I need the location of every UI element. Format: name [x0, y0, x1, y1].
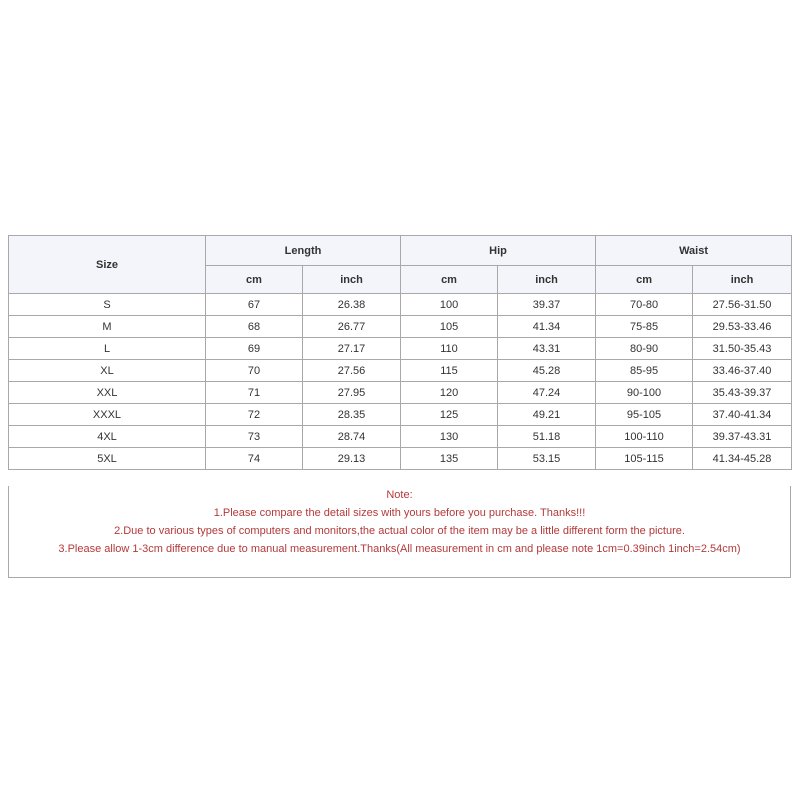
group-header-row — [9, 236, 792, 266]
length-inch-cell: 26.38 — [303, 294, 401, 316]
length-inch-cell: 27.95 — [303, 382, 401, 404]
hip-inch-header: inch — [498, 266, 596, 294]
length-inch-cell: 26.77 — [303, 316, 401, 338]
waist-cm-cell: 85-95 — [596, 360, 693, 382]
table-row — [9, 404, 792, 426]
waist-inch-cell: 33.46-37.40 — [693, 360, 792, 382]
note-line-2: 2.Due to various types of computers and monitors,the actual color of the item may be a little different form the picture. — [114, 525, 685, 537]
hip-inch-cell: 47.24 — [498, 382, 596, 404]
hip-cm-cell: 105 — [401, 316, 498, 338]
size-cell: L — [9, 338, 206, 360]
length-cm-cell: 74 — [206, 448, 303, 470]
hip-cm-cell: 130 — [401, 426, 498, 448]
hip-inch-cell: 53.15 — [498, 448, 596, 470]
length-inch-header: inch — [303, 266, 401, 294]
waist-inch-cell: 39.37-43.31 — [693, 426, 792, 448]
waist-cm-cell: 70-80 — [596, 294, 693, 316]
waist-header: Waist — [596, 236, 792, 266]
size-cell: XXXL — [9, 404, 206, 426]
waist-inch-cell: 37.40-41.34 — [693, 404, 792, 426]
size-header: Size — [9, 236, 206, 294]
length-cm-cell: 67 — [206, 294, 303, 316]
waist-cm-cell: 95-105 — [596, 404, 693, 426]
size-chart — [8, 235, 791, 578]
table-row — [9, 382, 792, 404]
length-cm-cell: 73 — [206, 426, 303, 448]
hip-header: Hip — [401, 236, 596, 266]
hip-cm-cell: 135 — [401, 448, 498, 470]
length-inch-cell: 29.13 — [303, 448, 401, 470]
waist-inch-cell: 31.50-35.43 — [693, 338, 792, 360]
hip-inch-cell: 41.34 — [498, 316, 596, 338]
hip-cm-cell: 110 — [401, 338, 498, 360]
size-cell: 4XL — [9, 426, 206, 448]
length-cm-cell: 70 — [206, 360, 303, 382]
waist-cm-cell: 80-90 — [596, 338, 693, 360]
hip-cm-cell: 100 — [401, 294, 498, 316]
waist-inch-header: inch — [693, 266, 792, 294]
hip-inch-cell: 51.18 — [498, 426, 596, 448]
table-row — [9, 448, 792, 470]
hip-cm-header: cm — [401, 266, 498, 294]
length-inch-cell: 27.17 — [303, 338, 401, 360]
waist-inch-cell: 35.43-39.37 — [693, 382, 792, 404]
length-cm-cell: 71 — [206, 382, 303, 404]
waist-cm-cell: 105-115 — [596, 448, 693, 470]
length-cm-cell: 68 — [206, 316, 303, 338]
waist-cm-cell: 75-85 — [596, 316, 693, 338]
size-cell: S — [9, 294, 206, 316]
note-title: Note: — [386, 489, 413, 501]
size-cell: 5XL — [9, 448, 206, 470]
hip-inch-cell: 49.21 — [498, 404, 596, 426]
length-inch-cell: 28.74 — [303, 426, 401, 448]
size-cell: XXL — [9, 382, 206, 404]
length-header: Length — [206, 236, 401, 266]
table-row — [9, 360, 792, 382]
length-cm-header: cm — [206, 266, 303, 294]
hip-cm-cell: 125 — [401, 404, 498, 426]
table-row — [9, 426, 792, 448]
size-cell: M — [9, 316, 206, 338]
table-row — [9, 294, 792, 316]
length-cm-cell: 69 — [206, 338, 303, 360]
length-inch-cell: 28.35 — [303, 404, 401, 426]
hip-cm-cell: 115 — [401, 360, 498, 382]
table-row — [9, 316, 792, 338]
waist-cm-header: cm — [596, 266, 693, 294]
size-cell: XL — [9, 360, 206, 382]
note-line-3: 3.Please allow 1-3cm difference due to manual measurement.Thanks(All measurement in cm and please note 1cm=0.39inch 1inch=2.54cm) — [58, 543, 741, 555]
table-row — [9, 338, 792, 360]
hip-inch-cell: 43.31 — [498, 338, 596, 360]
waist-inch-cell: 29.53-33.46 — [693, 316, 792, 338]
waist-cm-cell: 90-100 — [596, 382, 693, 404]
waist-inch-cell: 41.34-45.28 — [693, 448, 792, 470]
waist-inch-cell: 27.56-31.50 — [693, 294, 792, 316]
size-table — [8, 235, 792, 470]
hip-inch-cell: 39.37 — [498, 294, 596, 316]
hip-cm-cell: 120 — [401, 382, 498, 404]
waist-cm-cell: 100-110 — [596, 426, 693, 448]
note-line-1: 1.Please compare the detail sizes with yours before you purchase. Thanks!!! — [213, 507, 586, 519]
length-cm-cell: 72 — [206, 404, 303, 426]
note-box — [8, 486, 791, 578]
hip-inch-cell: 45.28 — [498, 360, 596, 382]
length-inch-cell: 27.56 — [303, 360, 401, 382]
